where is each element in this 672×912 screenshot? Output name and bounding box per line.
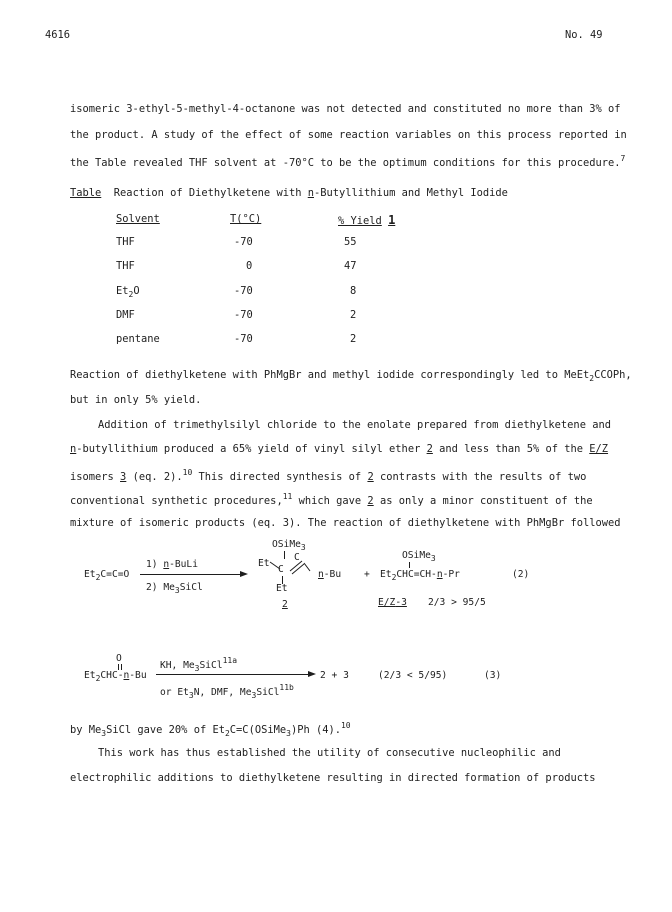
eq3-products: 2 + 3 (320, 670, 349, 681)
eq3-conditions-top: KH, $Me_3SiCl^{11a}$ (160, 656, 238, 673)
para2-line1: Reaction of diethylketene with PhMgBr and methyl iodide correspondingly led to MeEt$_2$CCOPh, (70, 369, 632, 383)
eq2-double-bond (268, 557, 314, 577)
table-header-temp: T(°C) (230, 213, 262, 225)
eq2-arrow-head (240, 571, 248, 577)
eq3-arrow-head (308, 671, 316, 677)
eq2-arrow-shaft (140, 574, 240, 575)
page-number: 4616 (45, 29, 71, 41)
eq3-arrow-shaft (156, 674, 308, 675)
eq2-c-right: C (294, 552, 300, 563)
yield-cell: 55 (344, 236, 357, 248)
para1-line3: the Table revealed THF solvent at -70°C to be the optimum conditions for this procedure.$^7$ (70, 154, 626, 169)
reference-7: 7 (620, 154, 626, 163)
eq2-nbu: n-Bu (318, 569, 342, 580)
issue-number: No. 49 (565, 29, 603, 41)
para3-line2: n-butyllithium produced a 65% yield of vinyl silyl ether 2 and less than 5% of the E/Z (70, 443, 609, 455)
table-caption: Table Reaction of Diethylketene with n-Butyllithium and Methyl Iodide (70, 187, 508, 199)
para2-line2: but in only 5% yield. (70, 394, 202, 406)
eq2-bond-vertical-b (409, 562, 410, 568)
eq3-conditions-bottom: or $Et_3N$, DMF, $Me_3SiCl^{11b}$ (160, 683, 294, 700)
eq2-et-bottom: Et (276, 583, 288, 594)
temp-cell: -70 (234, 236, 253, 248)
eq2-et-left: Et (258, 558, 270, 569)
eq2-number: (2) (512, 569, 530, 580)
yield-cell: 47 (344, 260, 357, 272)
solvent-cell: THF (116, 260, 135, 272)
eq3-reactant: $Et_2CHC-n-Bu$ (84, 670, 147, 683)
temp-cell: -70 (234, 333, 253, 345)
solvent-cell: pentane (116, 333, 160, 345)
temp-cell: -70 (234, 309, 253, 321)
yield-cell: 8 (350, 285, 357, 297)
eq3-ratio: (2/3 < 5/95) (378, 670, 448, 681)
para1-line1: isomeric 3-ethyl-5-methyl-4-octanone was not detected and constituted no more than 3% of (70, 103, 621, 115)
para3-line4: conventional synthetic procedures,$^{11}$ which gave 2 as only a minor constituent of the (70, 492, 593, 507)
eq3-number: (3) (484, 670, 502, 681)
table-label: Table (70, 187, 102, 199)
eq2-c-left: C (278, 564, 284, 575)
para5-line1: This work has thus established the utility of consecutive nucleophilic and (98, 747, 561, 759)
table-header-yield: % Yield 1 (338, 213, 396, 227)
para5-line2: electrophilic additions to diethylketene resulting in directed formation of products (70, 772, 596, 784)
eq2-osime3-a: OSiMe$_3$ (272, 539, 306, 552)
yield-cell: 2 (350, 333, 357, 345)
eq2-label-ez3: E/Z-3 (378, 597, 407, 608)
para4-line1: by $Me_3SiCl$ gave 20% of $Et_2C=C(OSiMe_3)Ph$ (4).$^{10}$ (70, 721, 351, 738)
para1-line2: the product. A study of the effect of some reaction variables on this process reported in (70, 129, 627, 141)
temp-cell: -70 (234, 285, 253, 297)
temp-cell: 0 (246, 260, 253, 272)
table-header-solvent: Solvent (116, 213, 160, 225)
solvent-cell: $Et_2O$ (116, 285, 140, 299)
eq2-osime3-b: OSiMe$_3$ (402, 550, 436, 563)
para3-line3: isomers 3 (eq. 2).$^{10}$ This directed synthesis of 2 contrasts with the results of two (70, 468, 587, 483)
solvent-cell: THF (116, 236, 135, 248)
eq3-oxygen: O (116, 653, 122, 664)
para3-line5: mixture of isomeric products (eq. 3). The reaction of diethylketene with PhMgBr followed (70, 517, 621, 529)
eq2-label-2: 2 (282, 599, 288, 610)
eq2-reactant: $Et_2C=C=O$ (84, 569, 130, 582)
solvent-cell: DMF (116, 309, 135, 321)
para3-line1: Addition of trimethylsilyl chloride to the enolate prepared from diethylketene and (98, 419, 611, 431)
eq2-step1: 1) n-BuLi (146, 559, 198, 570)
eq2-ratio: 2/3 > 95/5 (428, 597, 486, 608)
eq2-step2: 2) $Me_3SiCl$ (146, 582, 203, 595)
eq2-product-3: $Et_2CHC=CH-n-Pr$ (380, 569, 460, 582)
eq2-plus: + (364, 569, 370, 580)
yield-cell: 2 (350, 309, 357, 321)
